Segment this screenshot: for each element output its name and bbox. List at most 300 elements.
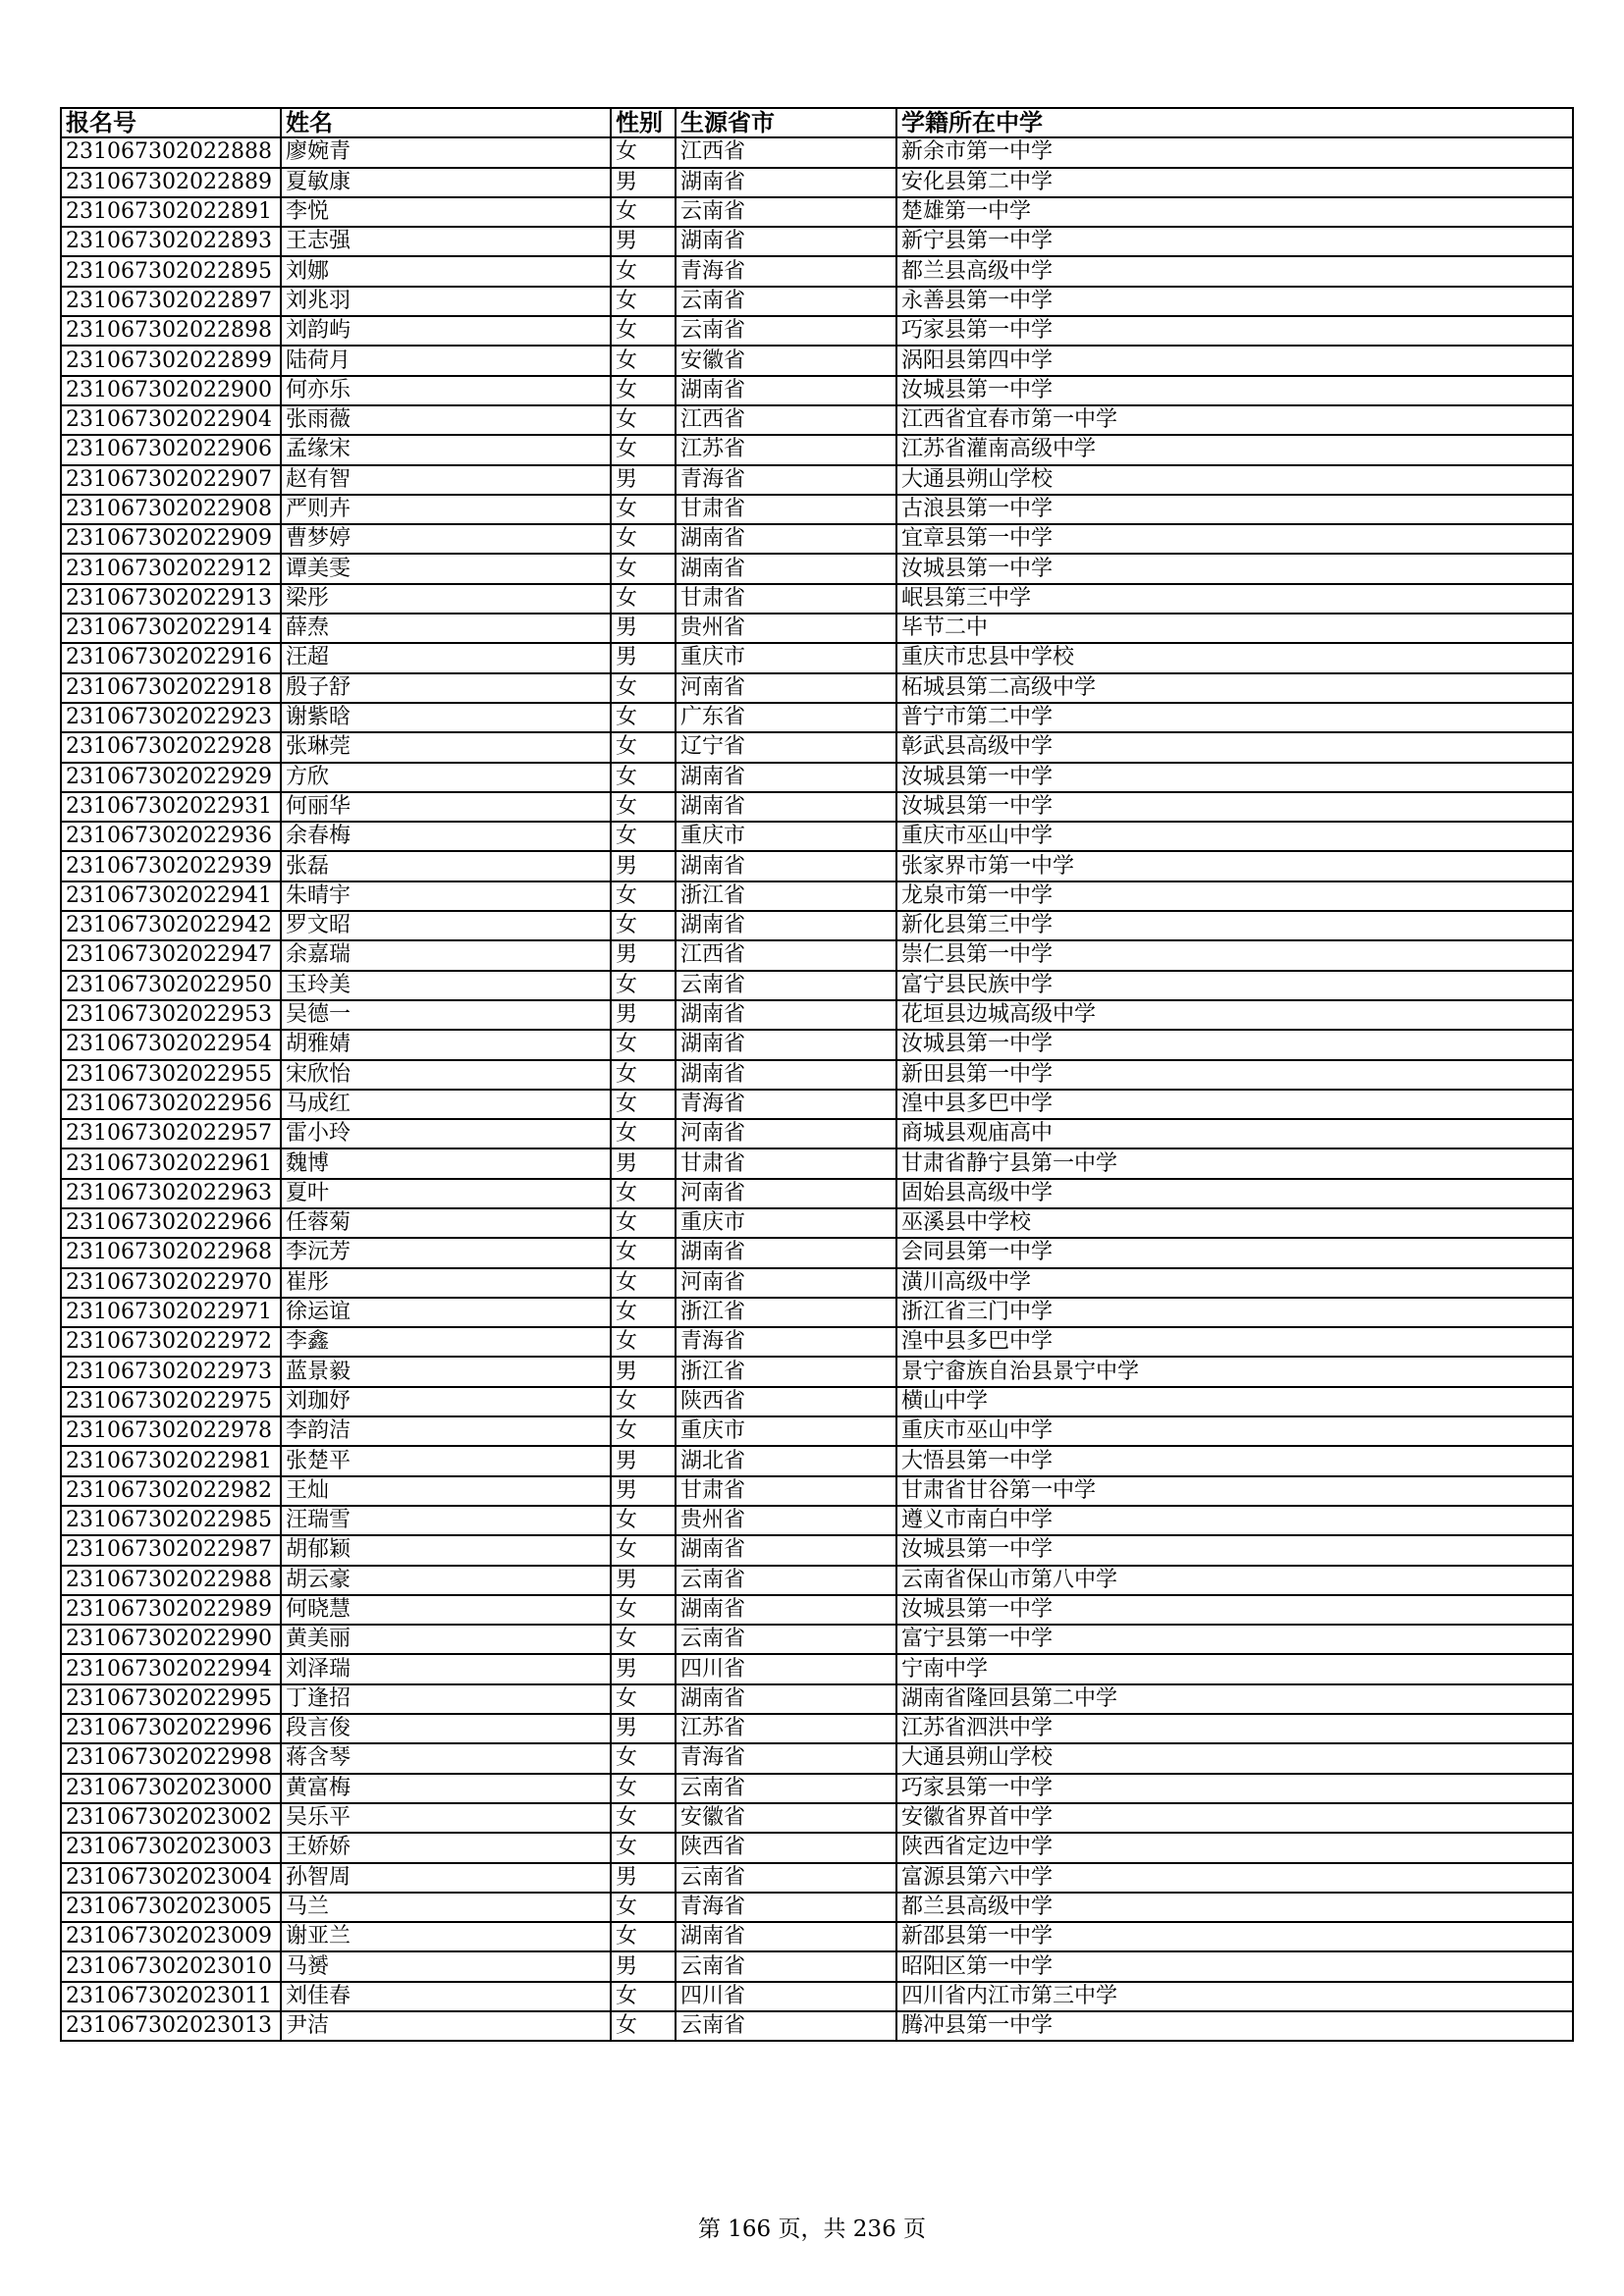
gender-cell: 女 [611,256,676,286]
gender-cell: 女 [611,1208,676,1238]
registration-number-cell: 231067302022918 [61,673,281,703]
table-row [61,911,1573,940]
table-row [61,1625,1573,1654]
table-row [61,554,1573,583]
registration-number-cell: 231067302022908 [61,495,281,524]
name-cell: 张琳莞 [281,732,611,762]
table-row [61,971,1573,1000]
high-school-cell: 新邵县第一中学 [896,1922,1573,1951]
home-province-cell: 甘肃省 [676,1476,896,1506]
gender-cell: 男 [611,1148,676,1178]
table-row [61,316,1573,346]
high-school-cell: 永善县第一中学 [896,287,1573,316]
table-row [61,1060,1573,1090]
name-cell: 玉玲美 [281,971,611,1000]
registration-number-cell: 231067302022914 [61,614,281,643]
high-school-cell: 江西省宜春市第一中学 [896,405,1573,435]
table-row [61,614,1573,643]
gender-cell: 男 [611,1566,676,1595]
table-row [61,1803,1573,1833]
registration-number-cell: 231067302022953 [61,1000,281,1030]
table-row [61,732,1573,762]
home-province-cell: 陕西省 [676,1833,896,1862]
table-row [61,137,1573,167]
table-row [61,1774,1573,1803]
gender-cell: 女 [611,287,676,316]
name-cell: 李沅芳 [281,1238,611,1267]
home-province-cell: 云南省 [676,1951,896,1981]
home-province-cell: 青海省 [676,1327,896,1357]
gender-cell: 女 [611,1119,676,1148]
gender-cell: 女 [611,763,676,792]
high-school-cell: 宁南中学 [896,1654,1573,1683]
home-province-cell: 湖南省 [676,1922,896,1951]
table-row [61,1982,1573,2011]
name-cell: 陆荷月 [281,346,611,375]
home-province-cell: 云南省 [676,2011,896,2041]
high-school-cell: 汝城县第一中学 [896,1030,1573,1059]
high-school-cell: 湟中县多巴中学 [896,1327,1573,1357]
name-cell: 胡雅婧 [281,1030,611,1059]
high-school-cell: 富宁县民族中学 [896,971,1573,1000]
name-cell: 王娇娇 [281,1833,611,1862]
name-cell: 夏敏康 [281,168,611,197]
home-province-cell: 湖南省 [676,1684,896,1714]
name-cell: 夏叶 [281,1179,611,1208]
name-cell: 曹梦婷 [281,524,611,554]
high-school-cell: 汝城县第一中学 [896,792,1573,822]
name-cell: 丁逢招 [281,1684,611,1714]
gender-cell: 女 [611,435,676,464]
registration-number-cell: 231067302022895 [61,256,281,286]
home-province-cell: 安徽省 [676,346,896,375]
high-school-cell: 涡阳县第四中学 [896,346,1573,375]
home-province-cell: 云南省 [676,1774,896,1803]
name-cell: 黄富梅 [281,1774,611,1803]
table-row [61,703,1573,732]
table-row [61,435,1573,464]
registration-number-cell: 231067302022913 [61,584,281,614]
registration-number-cell: 231067302023010 [61,1951,281,1981]
name-cell: 刘娜 [281,256,611,286]
registration-number-cell: 231067302022899 [61,346,281,375]
high-school-cell: 大通县朔山学校 [896,465,1573,495]
table-row [61,792,1573,822]
name-cell: 薛焘 [281,614,611,643]
gender-cell: 女 [611,1506,676,1535]
gender-cell: 女 [611,1982,676,2011]
gender-cell: 男 [611,1357,676,1386]
registration-number-cell: 231067302022972 [61,1327,281,1357]
name-cell: 孙智周 [281,1863,611,1893]
registration-number-cell: 231067302022995 [61,1684,281,1714]
high-school-cell: 巧家县第一中学 [896,316,1573,346]
home-province-cell: 青海省 [676,1893,896,1922]
table-row [61,495,1573,524]
home-province-cell: 湖南省 [676,554,896,583]
home-province-cell: 河南省 [676,673,896,703]
home-province-cell: 湖南省 [676,1000,896,1030]
name-cell: 魏博 [281,1148,611,1178]
table-row [61,1743,1573,1773]
gender-cell: 女 [611,1030,676,1059]
home-province-cell: 河南省 [676,1119,896,1148]
high-school-cell: 腾冲县第一中学 [896,2011,1573,2041]
gender-cell: 女 [611,1268,676,1298]
gender-cell: 女 [611,524,676,554]
home-province-cell: 重庆市 [676,822,896,851]
table-row [61,1030,1573,1059]
home-province-cell: 湖南省 [676,1238,896,1267]
table-row [61,1863,1573,1893]
name-cell: 蓝景毅 [281,1357,611,1386]
high-school-cell: 云南省保山市第八中学 [896,1566,1573,1595]
roster-sheet [60,107,1574,2042]
name-cell: 刘韵屿 [281,316,611,346]
registration-number-cell: 231067302022988 [61,1566,281,1595]
table-row [61,1000,1573,1030]
registration-number-cell: 231067302022989 [61,1595,281,1625]
high-school-cell: 遵义市南白中学 [896,1506,1573,1535]
registration-number-cell: 231067302022898 [61,316,281,346]
high-school-cell: 巧家县第一中学 [896,1774,1573,1803]
registration-number-cell: 231067302023000 [61,1774,281,1803]
home-province-cell: 湖南省 [676,524,896,554]
registration-number-cell: 231067302022942 [61,911,281,940]
gender-cell: 男 [611,1654,676,1683]
gender-cell: 女 [611,405,676,435]
gender-cell: 女 [611,1922,676,1951]
registration-number-cell: 231067302022916 [61,643,281,672]
table-row [61,940,1573,970]
table-row [61,1238,1573,1267]
registration-number-cell: 231067302022987 [61,1535,281,1565]
table-row [61,1535,1573,1565]
registration-number-cell: 231067302023004 [61,1863,281,1893]
table-row [61,168,1573,197]
registration-number-cell: 231067302022990 [61,1625,281,1654]
name-cell: 王志强 [281,227,611,256]
home-province-cell: 贵州省 [676,614,896,643]
registration-number-cell: 231067302022975 [61,1387,281,1416]
table-row [61,1506,1573,1535]
table-row [61,524,1573,554]
registration-number-cell: 231067302022971 [61,1298,281,1327]
name-cell: 李韵洁 [281,1416,611,1446]
gender-cell: 男 [611,1000,676,1030]
home-province-cell: 重庆市 [676,1416,896,1446]
registration-number-cell: 231067302022904 [61,405,281,435]
gender-cell: 女 [611,376,676,405]
name-cell: 殷子舒 [281,673,611,703]
high-school-cell: 楚雄第一中学 [896,197,1573,227]
high-school-cell: 湖南省隆回县第二中学 [896,1684,1573,1714]
home-province-cell: 湖南省 [676,851,896,881]
name-cell: 马兰 [281,1893,611,1922]
registration-number-cell: 231067302022900 [61,376,281,405]
home-province-cell: 青海省 [676,1743,896,1773]
high-school-cell: 昭阳区第一中学 [896,1951,1573,1981]
high-school-cell: 彰武县高级中学 [896,732,1573,762]
registration-number-cell: 231067302022955 [61,1060,281,1090]
home-province-cell: 云南省 [676,1863,896,1893]
name-cell: 黄美丽 [281,1625,611,1654]
home-province-cell: 浙江省 [676,1298,896,1327]
high-school-cell: 岷县第三中学 [896,584,1573,614]
table-row [61,2011,1573,2041]
gender-cell: 女 [611,703,676,732]
home-province-cell: 河南省 [676,1268,896,1298]
home-province-cell: 江西省 [676,940,896,970]
gender-cell: 女 [611,881,676,911]
registration-number-cell: 231067302022909 [61,524,281,554]
table-row [61,1179,1573,1208]
registration-number-cell: 231067302022923 [61,703,281,732]
high-school-cell: 安徽省界首中学 [896,1803,1573,1833]
registration-number-cell: 231067302022897 [61,287,281,316]
table-row [61,1714,1573,1743]
table-row [61,673,1573,703]
gender-cell: 女 [611,1327,676,1357]
home-province-cell: 江西省 [676,405,896,435]
table-row [61,763,1573,792]
registration-number-cell: 231067302022985 [61,1506,281,1535]
name-cell: 崔彤 [281,1268,611,1298]
gender-cell: 女 [611,2011,676,2041]
header-high-school: 学籍所在中学 [896,108,1573,137]
home-province-cell: 湖南省 [676,227,896,256]
registration-number-cell: 231067302022978 [61,1416,281,1446]
gender-cell: 女 [611,495,676,524]
page-footer: 第 166 页，共 236 页 [697,2216,927,2242]
home-province-cell: 湖北省 [676,1446,896,1475]
name-cell: 胡云豪 [281,1566,611,1595]
gender-cell: 女 [611,1060,676,1090]
home-province-cell: 青海省 [676,1090,896,1119]
name-cell: 谢亚兰 [281,1922,611,1951]
gender-cell: 男 [611,1446,676,1475]
home-province-cell: 云南省 [676,1625,896,1654]
registration-number-cell: 231067302022936 [61,822,281,851]
name-cell: 蒋含琴 [281,1743,611,1773]
name-cell: 汪瑞雪 [281,1506,611,1535]
high-school-cell: 汝城县第一中学 [896,376,1573,405]
name-cell: 马赟 [281,1951,611,1981]
table-row [61,1416,1573,1446]
table-row [61,643,1573,672]
registration-number-cell: 231067302022947 [61,940,281,970]
gender-cell: 女 [611,971,676,1000]
name-cell: 汪超 [281,643,611,672]
home-province-cell: 湖南省 [676,792,896,822]
home-province-cell: 湖南省 [676,1060,896,1090]
gender-cell: 女 [611,346,676,375]
gender-cell: 男 [611,643,676,672]
table-row [61,1654,1573,1683]
registration-number-cell: 231067302023013 [61,2011,281,2041]
table-row [61,376,1573,405]
home-province-cell: 河南省 [676,1179,896,1208]
home-province-cell: 湖南省 [676,168,896,197]
home-province-cell: 广东省 [676,703,896,732]
home-province-cell: 湖南省 [676,763,896,792]
home-province-cell: 重庆市 [676,1208,896,1238]
registration-number-cell: 231067302022961 [61,1148,281,1178]
high-school-cell: 新余市第一中学 [896,137,1573,167]
registration-number-cell: 231067302022994 [61,1654,281,1683]
table-row [61,227,1573,256]
name-cell: 雷小玲 [281,1119,611,1148]
table-row [61,822,1573,851]
gender-cell: 女 [611,1625,676,1654]
high-school-cell: 景宁畲族自治县景宁中学 [896,1357,1573,1386]
name-cell: 梁彤 [281,584,611,614]
home-province-cell: 湖南省 [676,1535,896,1565]
name-cell: 李鑫 [281,1327,611,1357]
high-school-cell: 毕节二中 [896,614,1573,643]
home-province-cell: 湖南省 [676,1595,896,1625]
gender-cell: 女 [611,1535,676,1565]
name-cell: 刘佳春 [281,1982,611,2011]
high-school-cell: 崇仁县第一中学 [896,940,1573,970]
registration-number-cell: 231067302022950 [61,971,281,1000]
high-school-cell: 四川省内江市第三中学 [896,1982,1573,2011]
registration-number-cell: 231067302022928 [61,732,281,762]
registration-number-cell: 231067302022956 [61,1090,281,1119]
name-cell: 胡郁颖 [281,1535,611,1565]
high-school-cell: 重庆市忠县中学校 [896,643,1573,672]
gender-cell: 女 [611,316,676,346]
high-school-cell: 花垣县边城高级中学 [896,1000,1573,1030]
high-school-cell: 龙泉市第一中学 [896,881,1573,911]
home-province-cell: 浙江省 [676,1357,896,1386]
registration-number-cell: 231067302023009 [61,1922,281,1951]
gender-cell: 女 [611,1179,676,1208]
table-row [61,1148,1573,1178]
table-row [61,1446,1573,1475]
table-row [61,197,1573,227]
table-row [61,851,1573,881]
gender-cell: 女 [611,1833,676,1862]
name-cell: 刘珈妤 [281,1387,611,1416]
high-school-cell: 甘肃省甘谷第一中学 [896,1476,1573,1506]
registration-number-cell: 231067302022968 [61,1238,281,1267]
name-cell: 何丽华 [281,792,611,822]
home-province-cell: 青海省 [676,465,896,495]
home-province-cell: 云南省 [676,197,896,227]
registration-number-cell: 231067302022893 [61,227,281,256]
registration-number-cell: 231067302022973 [61,1357,281,1386]
gender-cell: 男 [611,1714,676,1743]
gender-cell: 女 [611,1774,676,1803]
table-row [61,1684,1573,1714]
table-row [61,465,1573,495]
gender-cell: 女 [611,554,676,583]
name-cell: 方欣 [281,763,611,792]
home-province-cell: 湖南省 [676,911,896,940]
home-province-cell: 云南省 [676,316,896,346]
high-school-cell: 汝城县第一中学 [896,763,1573,792]
gender-cell: 女 [611,1893,676,1922]
gender-cell: 女 [611,1387,676,1416]
name-cell: 罗文昭 [281,911,611,940]
high-school-cell: 古浪县第一中学 [896,495,1573,524]
registration-number-cell: 231067302022982 [61,1476,281,1506]
gender-cell: 女 [611,822,676,851]
name-cell: 严则卉 [281,495,611,524]
home-province-cell: 江苏省 [676,435,896,464]
high-school-cell: 宜章县第一中学 [896,524,1573,554]
gender-cell: 男 [611,851,676,881]
home-province-cell: 云南省 [676,287,896,316]
high-school-cell: 潢川高级中学 [896,1268,1573,1298]
high-school-cell: 普宁市第二中学 [896,703,1573,732]
name-cell: 段言俊 [281,1714,611,1743]
header-registration-number: 报名号 [61,108,281,137]
table-row [61,1387,1573,1416]
home-province-cell: 安徽省 [676,1803,896,1833]
high-school-cell: 张家界市第一中学 [896,851,1573,881]
name-cell: 尹洁 [281,2011,611,2041]
table-row [61,1951,1573,1981]
name-cell: 徐运谊 [281,1298,611,1327]
header-name: 姓名 [281,108,611,137]
home-province-cell: 湖南省 [676,376,896,405]
name-cell: 刘泽瑞 [281,1654,611,1683]
high-school-cell: 江苏省泗洪中学 [896,1714,1573,1743]
registration-number-cell: 231067302022954 [61,1030,281,1059]
registration-number-cell: 231067302022981 [61,1446,281,1475]
roster-body [61,137,1573,2041]
gender-cell: 女 [611,1743,676,1773]
home-province-cell: 辽宁省 [676,732,896,762]
registration-number-cell: 231067302022939 [61,851,281,881]
high-school-cell: 横山中学 [896,1387,1573,1416]
table-row [61,1922,1573,1951]
name-cell: 赵有智 [281,465,611,495]
gender-cell: 女 [611,584,676,614]
name-cell: 张楚平 [281,1446,611,1475]
table-row [61,1208,1573,1238]
gender-cell: 女 [611,1684,676,1714]
name-cell: 吴德一 [281,1000,611,1030]
home-province-cell: 陕西省 [676,1387,896,1416]
high-school-cell: 商城县观庙高中 [896,1119,1573,1148]
gender-cell: 男 [611,940,676,970]
gender-cell: 女 [611,1416,676,1446]
table-row [61,1566,1573,1595]
table-row [61,405,1573,435]
gender-cell: 女 [611,1090,676,1119]
name-cell: 张磊 [281,851,611,881]
name-cell: 张雨薇 [281,405,611,435]
gender-cell: 女 [611,732,676,762]
gender-cell: 男 [611,465,676,495]
name-cell: 任蓉菊 [281,1208,611,1238]
gender-cell: 男 [611,1863,676,1893]
home-province-cell: 江苏省 [676,1714,896,1743]
gender-cell: 女 [611,1238,676,1267]
registration-number-cell: 231067302023005 [61,1893,281,1922]
home-province-cell: 四川省 [676,1654,896,1683]
name-cell: 朱晴宇 [281,881,611,911]
high-school-cell: 富源县第六中学 [896,1863,1573,1893]
admission-roster-table [60,107,1574,2042]
registration-number-cell: 231067302022957 [61,1119,281,1148]
registration-number-cell: 231067302022996 [61,1714,281,1743]
gender-cell: 女 [611,673,676,703]
name-cell: 王灿 [281,1476,611,1506]
